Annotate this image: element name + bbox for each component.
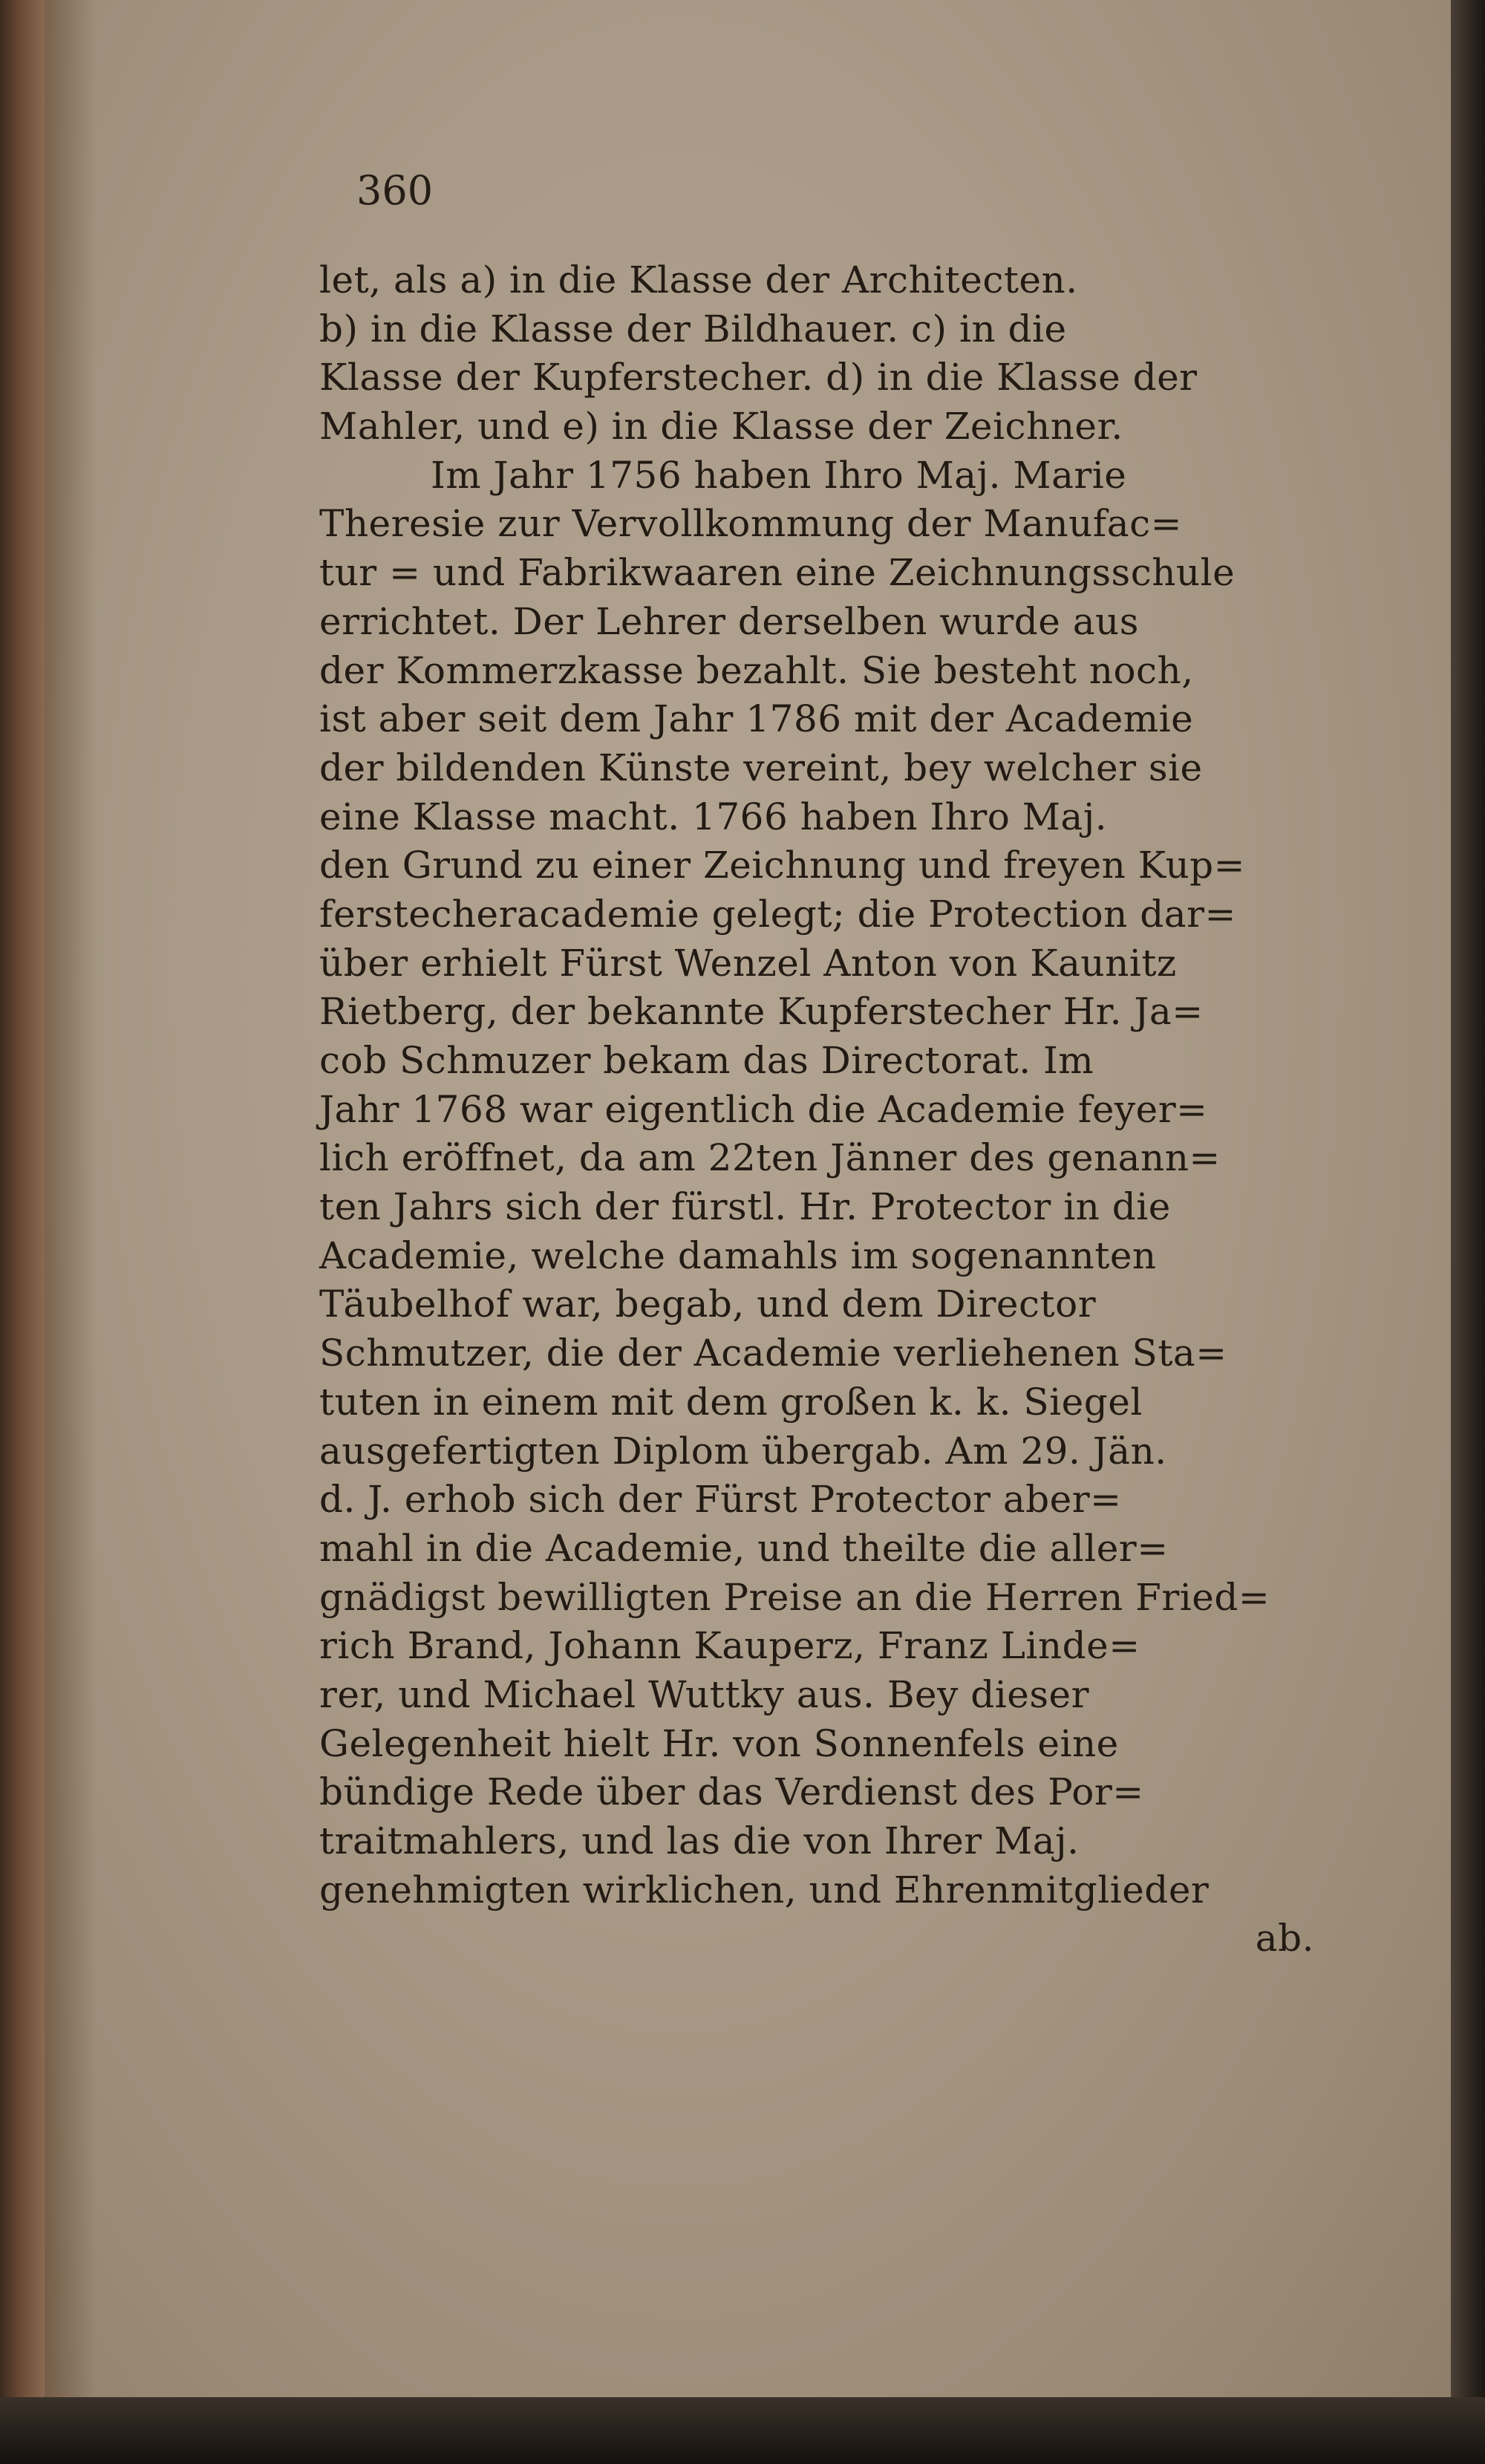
text-line: Academie, welche damahls im sogenannten xyxy=(319,1233,1157,1277)
text-line: ist aber seit dem Jahr 1786 mit der Academie xyxy=(319,697,1194,741)
bottom-shadow xyxy=(0,2397,1485,2464)
text-line: Theresie zur Vervollkommung der Manufac= xyxy=(319,502,1182,546)
text-line: ausgefertigten Diplom übergab. Am 29. Jän. xyxy=(319,1429,1167,1473)
text-line: der Kommerzkasse bezahlt. Sie besteht noch, xyxy=(319,648,1194,692)
catchword: ab. xyxy=(1255,1917,1314,1961)
text-line: Gelegenheit hielt Hr. von Sonnenfels eine xyxy=(319,1721,1119,1765)
text-line: tur = und Fabrikwaaren eine Zeichnungsschule xyxy=(319,551,1236,595)
text-line: cob Schmuzer bekam das Directorat. Im xyxy=(319,1039,1094,1082)
text-line: lich eröffnet, da am 22ten Jänner des genann= xyxy=(319,1136,1221,1180)
text-line: errichtet. Der Lehrer derselben wurde aus xyxy=(319,599,1139,643)
text-line: b) in die Klasse der Bildhauer. c) in die xyxy=(319,307,1067,351)
text-line: rer, und Michael Wuttky aus. Bey dieser xyxy=(319,1672,1090,1716)
text-line: ten Jahrs sich der fürstl. Hr. Protector in die xyxy=(319,1185,1171,1229)
text-line: Schmutzer, die der Academie verliehenen Sta= xyxy=(319,1332,1227,1375)
text-line: bündige Rede über das Verdienst des Por= xyxy=(319,1770,1144,1814)
text-line: Rietberg, der bekannte Kupferstecher Hr. Ja= xyxy=(319,990,1204,1034)
text-line: Mahler, und e) in die Klasse der Zeichner. xyxy=(319,405,1123,449)
text-line: den Grund zu einer Zeichnung und freyen Kup= xyxy=(319,844,1246,887)
text-line: Im Jahr 1756 haben Ihro Maj. Marie xyxy=(431,453,1127,497)
text-line: eine Klasse macht. 1766 haben Ihro Maj. xyxy=(319,795,1108,838)
text-line: Jahr 1768 war eigentlich die Academie feyer= xyxy=(319,1087,1208,1131)
text-line: mahl in die Academie, und theilte die aller= xyxy=(319,1526,1169,1570)
body-text xyxy=(319,256,1336,1963)
text-line: der bildenden Künste vereint, bey welcher sie xyxy=(319,746,1203,789)
text-line: tuten in einem mit dem großen k. k. Siegel xyxy=(319,1380,1143,1424)
text-line: gnädigst bewilligten Preise an die Herren Fried= xyxy=(319,1575,1270,1619)
text-line: d. J. erhob sich der Fürst Protector aber= xyxy=(319,1478,1122,1522)
page-number: 360 xyxy=(356,167,434,214)
text-line: Klasse der Kupferstecher. d) in die Klasse der xyxy=(319,356,1198,400)
text-line: rich Brand, Johann Kauperz, Franz Linde= xyxy=(319,1624,1140,1668)
text-line: Täubelhof war, begab, und dem Director xyxy=(319,1282,1097,1326)
text-line: let, als a) in die Klasse der Architecten. xyxy=(319,258,1078,302)
text-line: traitmahlers, und las die von Ihrer Maj. xyxy=(319,1819,1080,1862)
text-line: über erhielt Fürst Wenzel Anton von Kaunitz xyxy=(319,941,1177,985)
text-line: ferstecheracademie gelegt; die Protection dar= xyxy=(319,892,1236,936)
text-line: genehmigten wirklichen, und Ehrenmitglieder xyxy=(319,1868,1210,1911)
right-shadow xyxy=(1451,0,1485,2464)
